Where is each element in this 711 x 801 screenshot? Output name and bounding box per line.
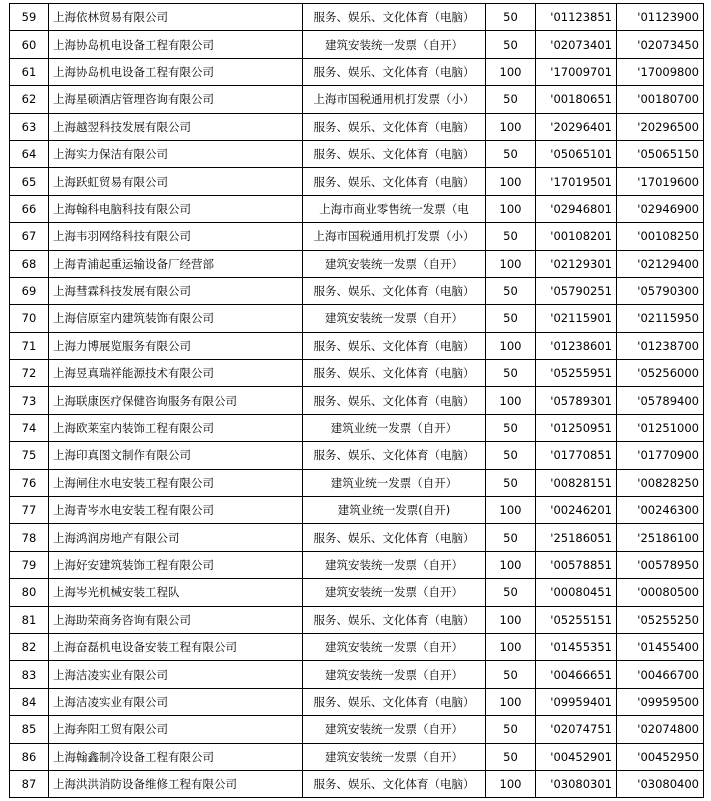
- invoice-type-cell: 服务、娱乐、文化体育（电脑）: [303, 168, 486, 195]
- quantity-cell: 100: [486, 195, 536, 222]
- quantity-cell: 100: [486, 250, 536, 277]
- invoice-type-cell: 服务、娱乐、文化体育（电脑）: [303, 58, 486, 85]
- company-name-cell: 上海青岑水电安装工程有限公司: [49, 497, 303, 524]
- start-number-cell: '20296401: [536, 113, 617, 140]
- start-number-cell: '01238601: [536, 332, 617, 359]
- company-name-cell: 上海青浦起重运输设备厂经营部: [49, 250, 303, 277]
- company-name-cell: 上海跃虹贸易有限公司: [49, 168, 303, 195]
- row-number-cell: 73: [10, 387, 49, 414]
- invoice-type-cell: 建筑安装统一发票（自开）: [303, 551, 486, 578]
- table-row: [10, 332, 704, 359]
- table-row: [10, 277, 704, 304]
- quantity-cell: 50: [486, 360, 536, 387]
- start-number-cell: '25186051: [536, 524, 617, 551]
- company-name-cell: 上海依林贸易有限公司: [49, 4, 303, 31]
- start-number-cell: '05790251: [536, 277, 617, 304]
- row-number-cell: 78: [10, 524, 49, 551]
- quantity-cell: 100: [486, 332, 536, 359]
- table-row: [10, 551, 704, 578]
- start-number-cell: '00180651: [536, 86, 617, 113]
- table-row: [10, 661, 704, 688]
- end-number-cell: '02073450: [617, 31, 704, 58]
- end-number-cell: '02115950: [617, 305, 704, 332]
- row-number-cell: 81: [10, 606, 49, 633]
- end-number-cell: '05789400: [617, 387, 704, 414]
- quantity-cell: 100: [486, 606, 536, 633]
- invoice-type-cell: 服务、娱乐、文化体育（电脑）: [303, 360, 486, 387]
- invoice-type-cell: 服务、娱乐、文化体育（电脑）: [303, 688, 486, 715]
- invoice-type-cell: 服务、娱乐、文化体育（电脑）: [303, 140, 486, 167]
- table-row: [10, 688, 704, 715]
- invoice-type-cell: 建筑安装统一发票（自开）: [303, 305, 486, 332]
- company-name-cell: 上海鸿润房地产有限公司: [49, 524, 303, 551]
- start-number-cell: '00246201: [536, 497, 617, 524]
- invoice-type-cell: 建筑安装统一发票（自开）: [303, 250, 486, 277]
- end-number-cell: '00180700: [617, 86, 704, 113]
- company-name-cell: 上海星硕酒店管理咨询有限公司: [49, 86, 303, 113]
- row-number-cell: 70: [10, 305, 49, 332]
- row-number-cell: 80: [10, 579, 49, 606]
- invoice-type-cell: 建筑安装统一发票（自开）: [303, 716, 486, 743]
- table-row: [10, 387, 704, 414]
- invoice-type-cell: 建筑业统一发票（自开）: [303, 469, 486, 496]
- invoice-type-cell: 建筑业统一发票(自开): [303, 497, 486, 524]
- end-number-cell: '25186100: [617, 524, 704, 551]
- quantity-cell: 100: [486, 58, 536, 85]
- quantity-cell: 50: [486, 4, 536, 31]
- start-number-cell: '01250951: [536, 414, 617, 441]
- quantity-cell: 100: [486, 497, 536, 524]
- end-number-cell: '17019600: [617, 168, 704, 195]
- start-number-cell: '02115901: [536, 305, 617, 332]
- invoice-type-cell: 建筑业统一发票（自开）: [303, 414, 486, 441]
- start-number-cell: '17009701: [536, 58, 617, 85]
- company-name-cell: 上海力博展览服务有限公司: [49, 332, 303, 359]
- table-row: [10, 579, 704, 606]
- company-name-cell: 上海实力保洁有限公司: [49, 140, 303, 167]
- row-number-cell: 87: [10, 770, 49, 797]
- start-number-cell: '00466651: [536, 661, 617, 688]
- row-number-cell: 86: [10, 743, 49, 770]
- quantity-cell: 50: [486, 414, 536, 441]
- table-row: [10, 716, 704, 743]
- company-name-cell: 上海洁凌实业有限公司: [49, 688, 303, 715]
- end-number-cell: '00452950: [617, 743, 704, 770]
- start-number-cell: '02946801: [536, 195, 617, 222]
- table-row: [10, 223, 704, 250]
- table-row: [10, 86, 704, 113]
- quantity-cell: 100: [486, 688, 536, 715]
- start-number-cell: '00452901: [536, 743, 617, 770]
- invoice-table: [9, 3, 704, 798]
- end-number-cell: '02074800: [617, 716, 704, 743]
- quantity-cell: 50: [486, 716, 536, 743]
- row-number-cell: 85: [10, 716, 49, 743]
- row-number-cell: 64: [10, 140, 49, 167]
- end-number-cell: '20296500: [617, 113, 704, 140]
- end-number-cell: '01455400: [617, 633, 704, 660]
- invoice-type-cell: 服务、娱乐、文化体育（电脑）: [303, 113, 486, 140]
- end-number-cell: '02946900: [617, 195, 704, 222]
- company-name-cell: 上海韦羽网络科技有限公司: [49, 223, 303, 250]
- quantity-cell: 100: [486, 113, 536, 140]
- quantity-cell: 50: [486, 86, 536, 113]
- row-number-cell: 75: [10, 442, 49, 469]
- start-number-cell: '05255951: [536, 360, 617, 387]
- row-number-cell: 72: [10, 360, 49, 387]
- start-number-cell: '00578851: [536, 551, 617, 578]
- table-row: [10, 469, 704, 496]
- company-name-cell: 上海协岛机电设备工程有限公司: [49, 31, 303, 58]
- row-number-cell: 66: [10, 195, 49, 222]
- row-number-cell: 83: [10, 661, 49, 688]
- invoice-type-cell: 建筑安装统一发票（自开）: [303, 31, 486, 58]
- start-number-cell: '02074751: [536, 716, 617, 743]
- end-number-cell: '17009800: [617, 58, 704, 85]
- end-number-cell: '00466700: [617, 661, 704, 688]
- quantity-cell: 100: [486, 770, 536, 797]
- end-number-cell: '01251000: [617, 414, 704, 441]
- quantity-cell: 50: [486, 469, 536, 496]
- invoice-type-cell: 服务、娱乐、文化体育（电脑）: [303, 606, 486, 633]
- start-number-cell: '00080451: [536, 579, 617, 606]
- start-number-cell: '09959401: [536, 688, 617, 715]
- table-row: [10, 168, 704, 195]
- quantity-cell: 50: [486, 31, 536, 58]
- invoice-type-cell: 建筑安装统一发票（自开）: [303, 633, 486, 660]
- row-number-cell: 76: [10, 469, 49, 496]
- start-number-cell: '17019501: [536, 168, 617, 195]
- quantity-cell: 100: [486, 168, 536, 195]
- table-row: [10, 195, 704, 222]
- end-number-cell: '03080400: [617, 770, 704, 797]
- company-name-cell: 上海彗霖科技发展有限公司: [49, 277, 303, 304]
- invoice-type-cell: 服务、娱乐、文化体育（电脑）: [303, 442, 486, 469]
- company-name-cell: 上海洪洪消防设备维修工程有限公司: [49, 770, 303, 797]
- table-row: [10, 497, 704, 524]
- company-name-cell: 上海洁凌实业有限公司: [49, 661, 303, 688]
- company-name-cell: 上海联康医疗保健咨询服务有限公司: [49, 387, 303, 414]
- end-number-cell: '05256000: [617, 360, 704, 387]
- invoice-table-body: [10, 4, 704, 798]
- company-name-cell: 上海好安建筑装饰工程有限公司: [49, 551, 303, 578]
- quantity-cell: 100: [486, 387, 536, 414]
- table-row: [10, 113, 704, 140]
- start-number-cell: '00108201: [536, 223, 617, 250]
- start-number-cell: '03080301: [536, 770, 617, 797]
- company-name-cell: 上海欧莱室内装饰工程有限公司: [49, 414, 303, 441]
- start-number-cell: '05255151: [536, 606, 617, 633]
- start-number-cell: '05065101: [536, 140, 617, 167]
- start-number-cell: '00828151: [536, 469, 617, 496]
- end-number-cell: '01123900: [617, 4, 704, 31]
- invoice-type-cell: 建筑安装统一发票（自开）: [303, 743, 486, 770]
- row-number-cell: 61: [10, 58, 49, 85]
- row-number-cell: 68: [10, 250, 49, 277]
- start-number-cell: '02129301: [536, 250, 617, 277]
- end-number-cell: '05065150: [617, 140, 704, 167]
- company-name-cell: 上海奔阳工贸有限公司: [49, 716, 303, 743]
- row-number-cell: 82: [10, 633, 49, 660]
- table-row: [10, 58, 704, 85]
- row-number-cell: 74: [10, 414, 49, 441]
- start-number-cell: '01455351: [536, 633, 617, 660]
- quantity-cell: 50: [486, 277, 536, 304]
- invoice-type-cell: 服务、娱乐、文化体育（电脑）: [303, 332, 486, 359]
- end-number-cell: '02129400: [617, 250, 704, 277]
- end-number-cell: '09959500: [617, 688, 704, 715]
- row-number-cell: 77: [10, 497, 49, 524]
- quantity-cell: 50: [486, 140, 536, 167]
- row-number-cell: 71: [10, 332, 49, 359]
- company-name-cell: 上海助荣商务咨询有限公司: [49, 606, 303, 633]
- company-name-cell: 上海奋磊机电设备安装工程有限公司: [49, 633, 303, 660]
- start-number-cell: '01123851: [536, 4, 617, 31]
- table-row: [10, 442, 704, 469]
- quantity-cell: 50: [486, 524, 536, 551]
- quantity-cell: 50: [486, 223, 536, 250]
- end-number-cell: '05255250: [617, 606, 704, 633]
- end-number-cell: '05790300: [617, 277, 704, 304]
- start-number-cell: '05789301: [536, 387, 617, 414]
- start-number-cell: '02073401: [536, 31, 617, 58]
- table-row: [10, 606, 704, 633]
- table-row: [10, 305, 704, 332]
- company-name-cell: 上海印真图文制作有限公司: [49, 442, 303, 469]
- table-row: [10, 250, 704, 277]
- row-number-cell: 84: [10, 688, 49, 715]
- table-row: [10, 31, 704, 58]
- quantity-cell: 50: [486, 743, 536, 770]
- invoice-type-cell: 建筑安装统一发票（自开）: [303, 661, 486, 688]
- row-number-cell: 65: [10, 168, 49, 195]
- quantity-cell: 50: [486, 661, 536, 688]
- invoice-type-cell: 服务、娱乐、文化体育（电脑）: [303, 4, 486, 31]
- row-number-cell: 69: [10, 277, 49, 304]
- company-name-cell: 上海翰科电脑科技有限公司: [49, 195, 303, 222]
- end-number-cell: '00246300: [617, 497, 704, 524]
- invoice-type-cell: 服务、娱乐、文化体育（电脑）: [303, 524, 486, 551]
- end-number-cell: '00108250: [617, 223, 704, 250]
- row-number-cell: 63: [10, 113, 49, 140]
- invoice-type-cell: 上海市国税通用机打发票（小）: [303, 223, 486, 250]
- start-number-cell: '01770851: [536, 442, 617, 469]
- invoice-type-cell: 上海市国税通用机打发票（小）: [303, 86, 486, 113]
- company-name-cell: 上海信原室内建筑装饰有限公司: [49, 305, 303, 332]
- company-name-cell: 上海岑光机械安装工程队: [49, 579, 303, 606]
- row-number-cell: 79: [10, 551, 49, 578]
- company-name-cell: 上海翰鑫制冷设备工程有限公司: [49, 743, 303, 770]
- quantity-cell: 50: [486, 579, 536, 606]
- company-name-cell: 上海协岛机电设备工程有限公司: [49, 58, 303, 85]
- end-number-cell: '01770900: [617, 442, 704, 469]
- invoice-type-cell: 服务、娱乐、文化体育（电脑）: [303, 387, 486, 414]
- end-number-cell: '01238700: [617, 332, 704, 359]
- row-number-cell: 59: [10, 4, 49, 31]
- row-number-cell: 67: [10, 223, 49, 250]
- table-row: [10, 360, 704, 387]
- company-name-cell: 上海昱真瑞祥能源技术有限公司: [49, 360, 303, 387]
- end-number-cell: '00578950: [617, 551, 704, 578]
- company-name-cell: 上海闸住水电安装工程有限公司: [49, 469, 303, 496]
- end-number-cell: '00080500: [617, 579, 704, 606]
- quantity-cell: 100: [486, 551, 536, 578]
- table-row: [10, 414, 704, 441]
- table-row: [10, 743, 704, 770]
- invoice-type-cell: 建筑安装统一发票（自开）: [303, 579, 486, 606]
- invoice-type-cell: 上海市商业零售统一发票（电: [303, 195, 486, 222]
- table-row: [10, 770, 704, 797]
- invoice-type-cell: 服务、娱乐、文化体育（电脑）: [303, 770, 486, 797]
- table-row: [10, 140, 704, 167]
- table-row: [10, 633, 704, 660]
- end-number-cell: '00828250: [617, 469, 704, 496]
- quantity-cell: 50: [486, 305, 536, 332]
- table-row: [10, 524, 704, 551]
- table-row: [10, 4, 704, 31]
- invoice-type-cell: 服务、娱乐、文化体育（电脑）: [303, 277, 486, 304]
- row-number-cell: 60: [10, 31, 49, 58]
- row-number-cell: 62: [10, 86, 49, 113]
- company-name-cell: 上海越翌科技发展有限公司: [49, 113, 303, 140]
- quantity-cell: 100: [486, 633, 536, 660]
- quantity-cell: 50: [486, 442, 536, 469]
